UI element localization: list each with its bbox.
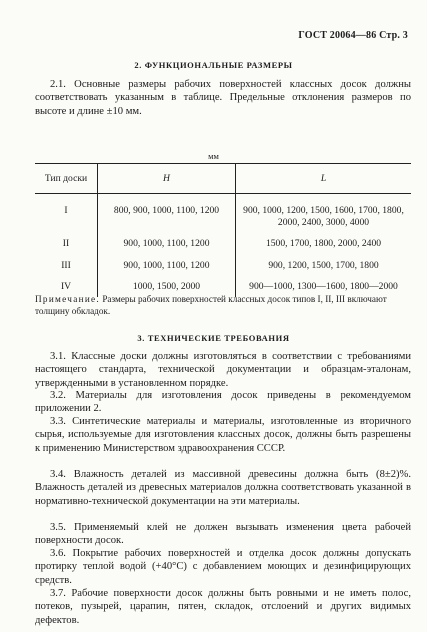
cell-l: 1500, 1700, 1800, 2000, 2400	[265, 238, 382, 249]
table-header-row	[35, 164, 411, 194]
paragraph-3-4: 3.4. Влажность деталей из массивной древесины должна быть (8±2)%. Влажность деталей из древесных материалов должна соответствовать указанной в нормативно-технической документации на эти материалы.	[35, 469, 411, 507]
table-note	[35, 294, 411, 317]
header-l: L	[236, 164, 412, 194]
table-row	[35, 271, 411, 297]
header-type: Тип доски	[35, 164, 98, 194]
table-row	[35, 228, 411, 250]
cell-type: III	[35, 250, 98, 272]
paragraph-2-1: 2.1. Основные размеры рабочих поверхностей классных досок должны соответствовать указанным в таблице. Предельные отклонения размеров по высоте и длине ±10 мм.	[35, 79, 411, 117]
section-2-title: 2. ФУНКЦИОНАЛЬНЫЕ РАЗМЕРЫ	[134, 60, 293, 70]
section-3-title: 3. ТЕХНИЧЕСКИЕ ТРЕБОВАНИЯ	[137, 333, 290, 343]
header-h: H	[98, 164, 236, 194]
paragraph-3-2: 3.2. Материалы для изготовления досок приведены в рекомендуемом приложении 2.	[35, 390, 411, 415]
note-text: Размеры рабочих поверхностей классных досок типов I, II, III включают толщину обкладок.	[35, 294, 387, 316]
table-row	[35, 250, 411, 272]
table-row	[35, 194, 411, 229]
paragraph-3-5: 3.5. Применяемый клей не должен вызывать изменения цвета рабочей поверхности досок.	[35, 522, 411, 547]
cell-l: 900, 1200, 1500, 1700, 1800	[268, 259, 379, 271]
dimensions-table	[35, 163, 411, 297]
paragraph-3-7: 3.7. Рабочие поверхности досок должны быть ровными и не иметь полос, потеков, пузырей, царапин, пятен, складок, отслоений и других видимых дефектов.	[35, 588, 411, 626]
page-header: ГОСТ 20064—86 Стр. 3	[298, 30, 408, 41]
cell-h: 1000, 1500, 2000	[98, 271, 236, 297]
cell-l: 900—1000, 1300—1600, 1800—2000	[249, 281, 398, 292]
table-unit: мм	[208, 151, 219, 161]
cell-h: 900, 1000, 1100, 1200	[98, 228, 236, 250]
cell-type: IV	[35, 271, 98, 297]
cell-h: 900, 1000, 1100, 1200	[98, 250, 236, 272]
cell-type: II	[35, 228, 98, 250]
cell-l: 900, 1000, 1200, 1500, 1600, 1700, 1800, 2000, 2400, 3000, 4000	[243, 205, 404, 228]
paragraph-3-1: 3.1. Классные доски должны изготовляться в соответствии с требованиями настоящего стандарта, технической документации и образцам-эталонам, утвержденными в установленном порядке.	[35, 351, 411, 389]
cell-type: I	[35, 194, 98, 229]
note-label: Примечание.	[35, 294, 101, 304]
paragraph-3-3: 3.3. Синтетические материалы и материалы, изготовленные из вторичного сырья, используемые для изготовления классных досок, должны быть разрешены к применению Министерством здравоохранения СССР.	[35, 416, 411, 454]
cell-h: 800, 900, 1000, 1100, 1200	[98, 194, 236, 229]
paragraph-3-6: 3.6. Покрытие рабочих поверхностей и отделка досок должны допускать протирку теплой водой (+40°С) с добавлением моющих и дезинфицирующих средств.	[35, 548, 411, 586]
